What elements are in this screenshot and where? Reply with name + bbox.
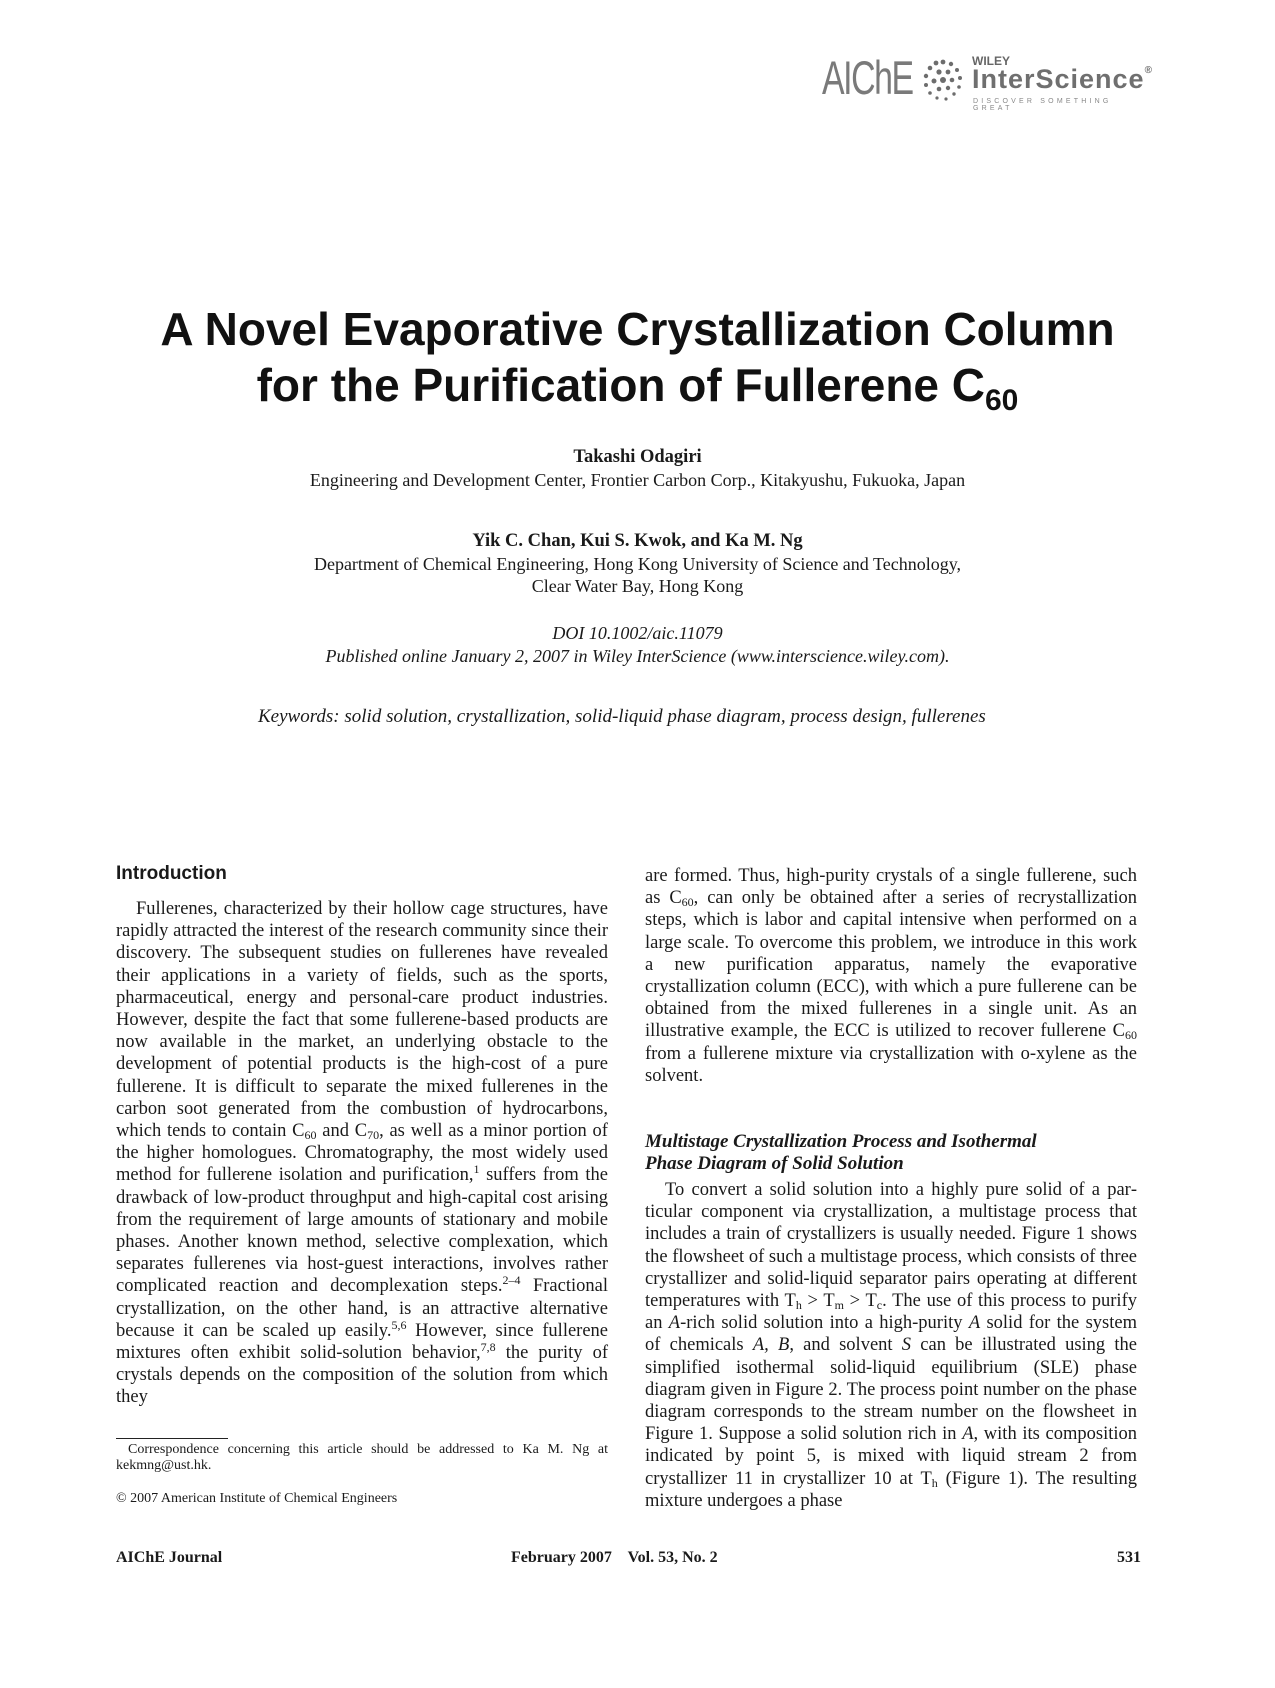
journal-logo [822,51,1153,114]
interscience-text: InterScience [972,64,1145,94]
author-names-1: Takashi Odagiri [573,447,702,467]
text-run: (Figure 1). The resulting mixture undergoes a phase [645,1468,1137,1511]
doi: DOI 10.1002/aic.11079 [552,623,723,643]
registered-mark: ® [1144,65,1153,76]
text-run: suffers from the drawback of low-product throughput and high-capital cost arising from the requirement of large amounts of stationary and mobile phases. Another known method, selective complexation, which separates fullerenes via host-guest interactions, involves rather complicated reaction and decomplexation steps. [116,1165,608,1297]
text-run: solid for the system of chemicals [645,1313,1137,1356]
subscript: 60 [1125,1028,1137,1043]
text-run: , as well as a minor portion of the higher homologues. Chromatography, the most widely used method for fullerene isolation and purification, [116,1121,608,1186]
footnote-text: Correspondence concerning this article should be addressed to Ka M. Ng at kekmng@ust.hk. [116,1442,608,1473]
publication-info: Published online January 2, 2007 in Wiley InterScience (www.interscience.wiley.com). [325,646,950,666]
interscience-globe-icon [920,58,966,104]
aiche-logo-text: AIChE [822,51,913,104]
subscript: c [876,1298,883,1313]
italic-symbol: A [962,1424,974,1445]
article-title-subscript: 60 [985,384,1019,417]
logo-tagline: DISCOVER SOMETHING GREAT [973,98,1112,112]
text-run: -rich solid solution into a high-purity [680,1313,969,1334]
correspondence-footnote [116,1442,608,1474]
italic-symbol: A [968,1313,981,1334]
footnote-rule [116,1438,228,1439]
right-column [645,865,1137,1512]
text-run: However, since fullerene mixtures often exhibit solid-solution behavior, [116,1320,609,1364]
text-run: , and solvent [789,1335,902,1356]
subscript: 70 [367,1128,380,1143]
subscript: h [931,1475,938,1490]
multistage-paragraph-1 [645,1179,1137,1512]
text-run: Fullerenes, characterized by their hollow cage structures, have rapidly attracted the interest of the research community since their discovery. The subsequent studies on fullerenes have revealed their applications in a variety of fields, such as the sports, pharmaceutical, energy and personal-care product industries. However, despite the fact that some fullerene-based products are now available in the market, an underlying obstacle to the development of potential products is the high-cost of a pure fullerene. It is difficult to separate the mixed fullerenes in the carbon soot generated from the combustion of hydrocarbons, which tends to contain C [116,899,608,1142]
copyright-notice: © 2007 American Institute of Chemical Engineers [116,1491,398,1506]
text-run: To convert a solid solution into a highly pure solid of a particular component via crystallization, a multistage process that includes a train of crystallizers is usually needed. Figure 1 shows the flowsheet of such a multistage process, which consists of three crystallizer and solid-liquid separator pairs operating at different temperatures with T [645,1180,1137,1312]
article-title-line2-text: for the Purification of Fullerene C [256,359,985,411]
subscript: m [834,1298,844,1313]
text-run: , with its composition indicated by point 5, is mixed with liquid stream 2 from crystallizer 11 in crystallizer 10 at T [645,1424,1137,1489]
author-names-2: Yik C. Chan, Kui S. Kwok, and Ka M. Ng [472,531,803,551]
section-heading-introduction: Introduction [116,863,227,884]
italic-symbol: A [668,1313,681,1334]
keywords: Keywords: solid solution, crystallization, solid-liquid phase diagram, process design, fullerenes [258,706,986,727]
subscript: 60 [681,895,694,910]
article-title-line2 [120,359,1155,417]
author-affiliation-2a: Department of Chemical Engineering, Hong Kong University of Science and Technology, [313,554,962,574]
heading-line: Multistage Crystallization Process and Isothermal [645,1131,1037,1153]
text-run: are formed. Thus, high-purity crystals of a single fullerene, such as C [645,866,1137,909]
text-run: the purity of crystals depends on the composition of the solution from which they [116,1343,609,1408]
text-run: can be illustrated using the simplified isothermal solid-liquid equilibrium (SLE) phase diagram given in Figure 2. The process point number on the phase diagram corresponds to the stream number on the flowsheet in Figure 1. Suppose a solid solution rich in [645,1335,1138,1445]
subscript: h [795,1298,802,1313]
text-run: . The use of this process to purify an [645,1291,1137,1334]
text-run: , can only be obtained after a series of recrystallization steps, which is labor and capital intensive when performed on a large scale. To overcome this problem, we introduce in this work a new purification apparatus, namely the evaporative crystallization column (ECC), with which a pure fullerene can be obtained from the mixed fullerenes in a single unit. As an illustrative example, the ECC is utilized to recover fullerene C [645,888,1138,1042]
heading-line: Phase Diagram of Solid Solution [645,1153,904,1175]
text-run: > T [801,1291,835,1312]
left-column [116,871,608,1409]
citation-ref: 2–4 [502,1273,521,1288]
page-number: 531 [1117,1549,1141,1566]
wiley-wordmark: WILEY [972,54,1010,68]
footer-journal: AIChE Journal [116,1549,223,1566]
author-affiliation-2b: Clear Water Bay, Hong Kong [531,576,744,596]
citation-ref: 5,6 [391,1317,407,1332]
italic-symbol: S [901,1335,912,1356]
text-run: and C [316,1121,368,1142]
citation-ref: 1 [473,1162,480,1177]
text-run: Fractional crystallization, on the other hand, is an attractive alternative because it can be scaled up easily. [116,1276,608,1341]
citation-ref: 7,8 [480,1340,496,1355]
subscript: 60 [304,1128,317,1143]
italic-symbol: A, B [752,1335,790,1356]
article-title-line1: A Novel Evaporative Crystallization Column [160,303,1115,355]
intro-paragraph-1 [116,898,608,1409]
author-affiliation-1: Engineering and Development Center, Frontier Carbon Corp., Kitakyushu, Fukuoka, Japan [309,470,966,490]
text-run: from a fullerene mixture via crystallization with o-xylene as the solvent. [645,1043,1137,1086]
footer-issue: February 2007 Vol. 53, No. 2 [511,1549,718,1566]
interscience-wordmark [972,66,1153,93]
section-heading-multistage [645,1131,1137,1175]
text-run: > T [843,1291,877,1312]
intro-paragraph-2 [645,865,1137,1087]
